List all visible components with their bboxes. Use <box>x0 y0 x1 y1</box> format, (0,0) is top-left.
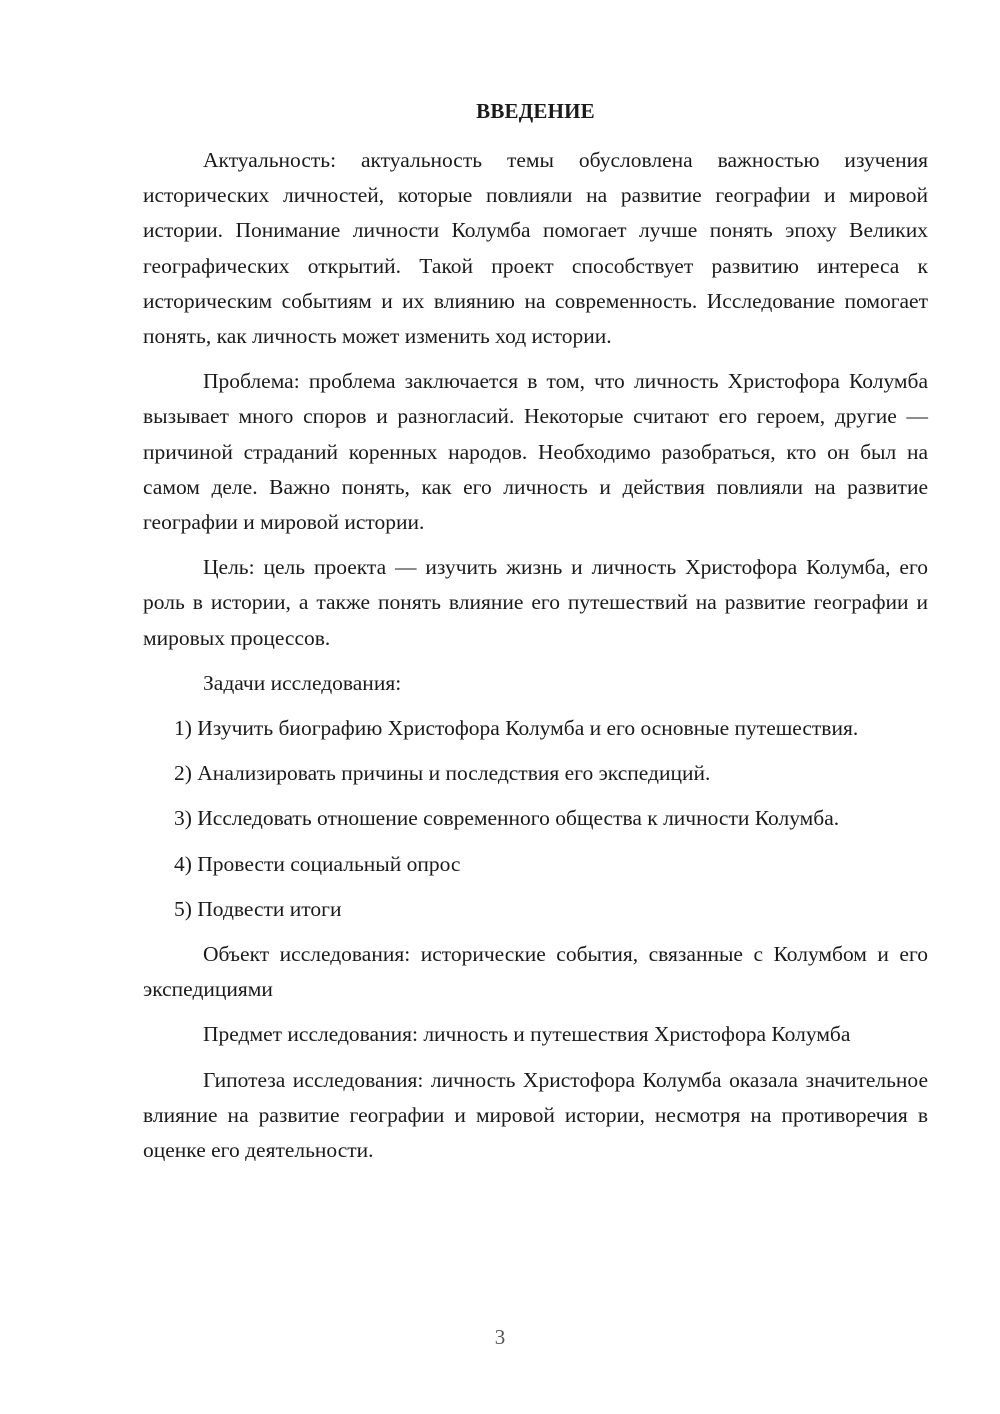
page-number: 3 <box>494 1325 506 1349</box>
task-item: 2) Анализировать причины и последствия его экспедиций. <box>174 761 711 786</box>
goal-paragraph: Цель: цель проекта — изучить жизнь и личность Христофора Колумба, его роль в истории, а также понять влияние его путешествий на развитие географии и мировых процессов. <box>143 555 928 650</box>
task-item: 5) Подвести итоги <box>174 896 342 921</box>
task-item: 4) Провести социальный опрос <box>174 851 461 876</box>
subject-paragraph: Предмет исследования: личность и путешествия Христофора Колумба <box>203 1022 851 1047</box>
hypothesis-paragraph: Гипотеза исследования: личность Христофора Колумба оказала значительное влияние на развитие географии и мировой истории, несмотря на противоречия в оценке его деятельности. <box>143 1067 928 1163</box>
object-paragraph: Объект исследования: исторические события, связанные с Колумбом и его экспедициями <box>143 942 928 1002</box>
task-item: 3) Исследовать отношение современного общества к личности Колумба. <box>174 806 840 831</box>
problem-paragraph: Проблема: проблема заключается в том, что личность Христофора Колумба вызывает много споров и разногласий. Некоторые считают его героем, другие — причиной страданий коренных народов. Необходимо разобраться, кто он был на самом деле. Важно понять, как его личность и действия повлияли на развитие географии и мировой истории. <box>143 369 928 535</box>
document-body <box>143 143 928 1168</box>
page-title: ВВЕДЕНИЕ <box>476 99 595 123</box>
task-item: 1) Изучить биографию Христофора Колумба и его основные путешествия. <box>174 716 859 741</box>
relevance-paragraph: Актуальность: актуальность темы обусловлена важностью изучения исторических личностей, которые повлияли на развитие географии и мировой истории. Понимание личности Колумба помогает лучше понять эпоху Великих географических открытий. Такой проект способствует развитию интереса к историческим событиям и их влиянию на современность. Исследование помогает понять, как личность может изменить ход истории. <box>143 148 928 349</box>
tasks-heading: Задачи исследования: <box>203 670 402 695</box>
